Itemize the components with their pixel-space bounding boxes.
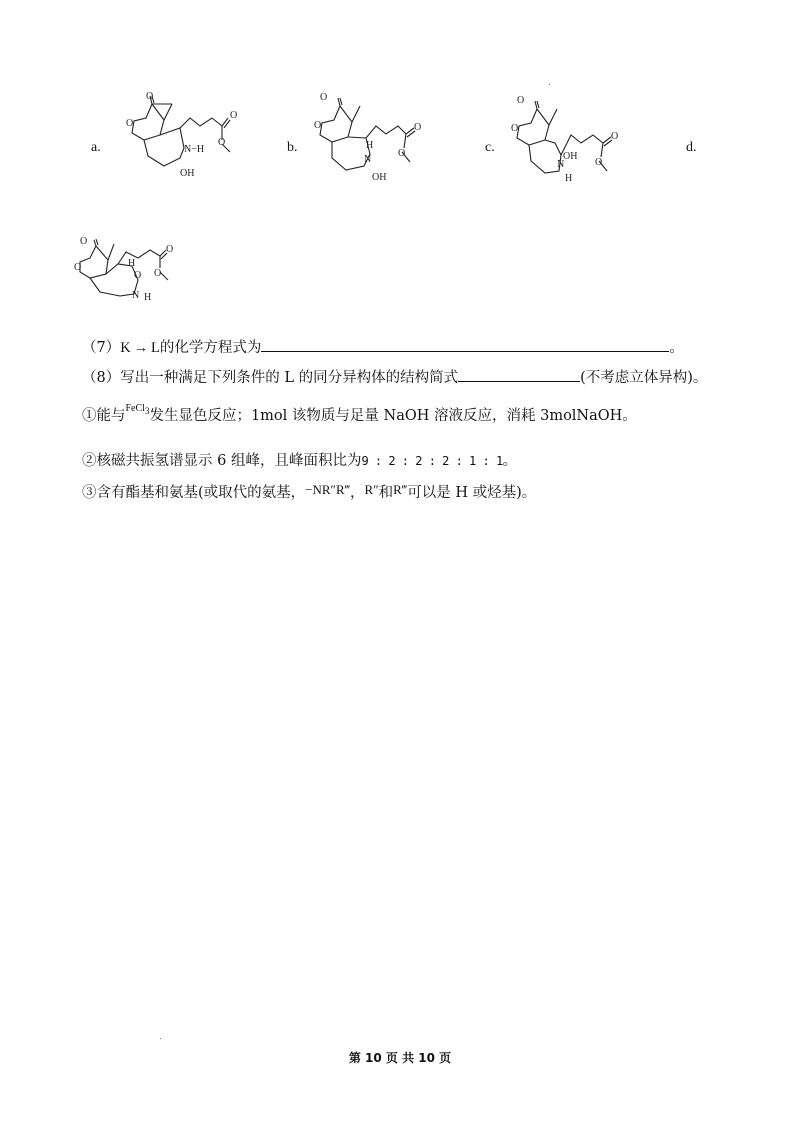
atom-oh: OH: [180, 168, 195, 179]
question-8: [82, 366, 707, 387]
option-d-label: d.: [686, 140, 697, 155]
option-b-label: b.: [287, 140, 298, 155]
condition-1: [82, 404, 637, 425]
atom-o: O: [154, 268, 162, 279]
atom-nh: N−H: [184, 144, 205, 155]
atom-o: O: [74, 262, 82, 273]
option-a-structure: [126, 88, 250, 183]
condition-text: 发生显色反应；1mol 该物质与足量 NaOH 溶液反应，消耗 3molNaOH。: [149, 408, 637, 424]
end-mark: 。: [669, 340, 684, 356]
condition-2: [82, 449, 517, 470]
atom-o: O: [398, 148, 406, 159]
option-d-structure: [74, 236, 198, 306]
condition-text: ③含有酯基和氨基(或取代的氨基，: [82, 485, 306, 501]
atom-h: H: [565, 173, 573, 184]
peak-ratio: 9 : 2 : 2 : 2 : 1 : 1: [361, 454, 503, 468]
atom-h: H: [144, 292, 152, 303]
atom-oh: OH: [563, 151, 578, 162]
atom-o: O: [126, 118, 134, 129]
option-c-structure: [511, 95, 635, 190]
scan-speck: [160, 1038, 161, 1039]
atom-o: O: [218, 137, 226, 148]
question-note: (不考虑立体异构)。: [580, 370, 708, 386]
reaction-label: K → L: [120, 340, 160, 356]
atom-o: O: [595, 157, 603, 168]
page-footer: 第 10 页 共 10 页: [348, 1051, 452, 1065]
scan-speck: [549, 84, 550, 85]
atom-o: O: [166, 244, 174, 255]
atom-o: O: [230, 110, 238, 121]
atom-o: O: [320, 92, 328, 103]
atom-h: H: [366, 140, 374, 151]
question-number: （8）: [82, 370, 121, 386]
atom-o: O: [511, 123, 519, 134]
condition-3: ③含有酯基和氨基(或取代的氨基，−NR″R‴，R″和R‴可以是 H 或烃基)。: [82, 482, 537, 501]
end-mark: 。: [502, 453, 518, 469]
atom-o: O: [314, 120, 322, 131]
r-group: R‴: [393, 482, 408, 497]
atom-n: N: [132, 290, 140, 301]
atom-o: O: [414, 122, 422, 133]
answer-blank[interactable]: [261, 337, 669, 352]
option-c-label: c.: [485, 140, 495, 155]
question-7: [82, 336, 684, 357]
atom-o: O: [517, 95, 525, 106]
atom-o: O: [80, 236, 88, 247]
question-text: 的化学方程式为: [159, 340, 262, 356]
condition-text: ②核磁共振氢谱显示 6 组峰，且峰面积比为: [82, 453, 362, 469]
amine-group: −NR″R‴: [305, 482, 351, 497]
option-b-structure: [314, 92, 438, 187]
r-group: R″: [364, 482, 379, 497]
atom-n: N: [557, 159, 565, 170]
question-number: （7）: [82, 340, 121, 356]
reagent-formula: FeCl3: [125, 403, 150, 416]
answer-blank[interactable]: [458, 367, 580, 382]
option-a-label: a.: [91, 140, 101, 155]
question-text: 写出一种满足下列条件的 L 的同分异构体的结构简式: [120, 370, 459, 386]
condition-text: ①能与: [82, 408, 126, 424]
atom-o: O: [134, 270, 142, 281]
atom-o: O: [611, 131, 619, 142]
atom-h: H: [128, 258, 136, 269]
atom-oh: OH: [372, 172, 387, 183]
atom-n: N: [364, 154, 372, 165]
atom-o: O: [146, 91, 154, 102]
